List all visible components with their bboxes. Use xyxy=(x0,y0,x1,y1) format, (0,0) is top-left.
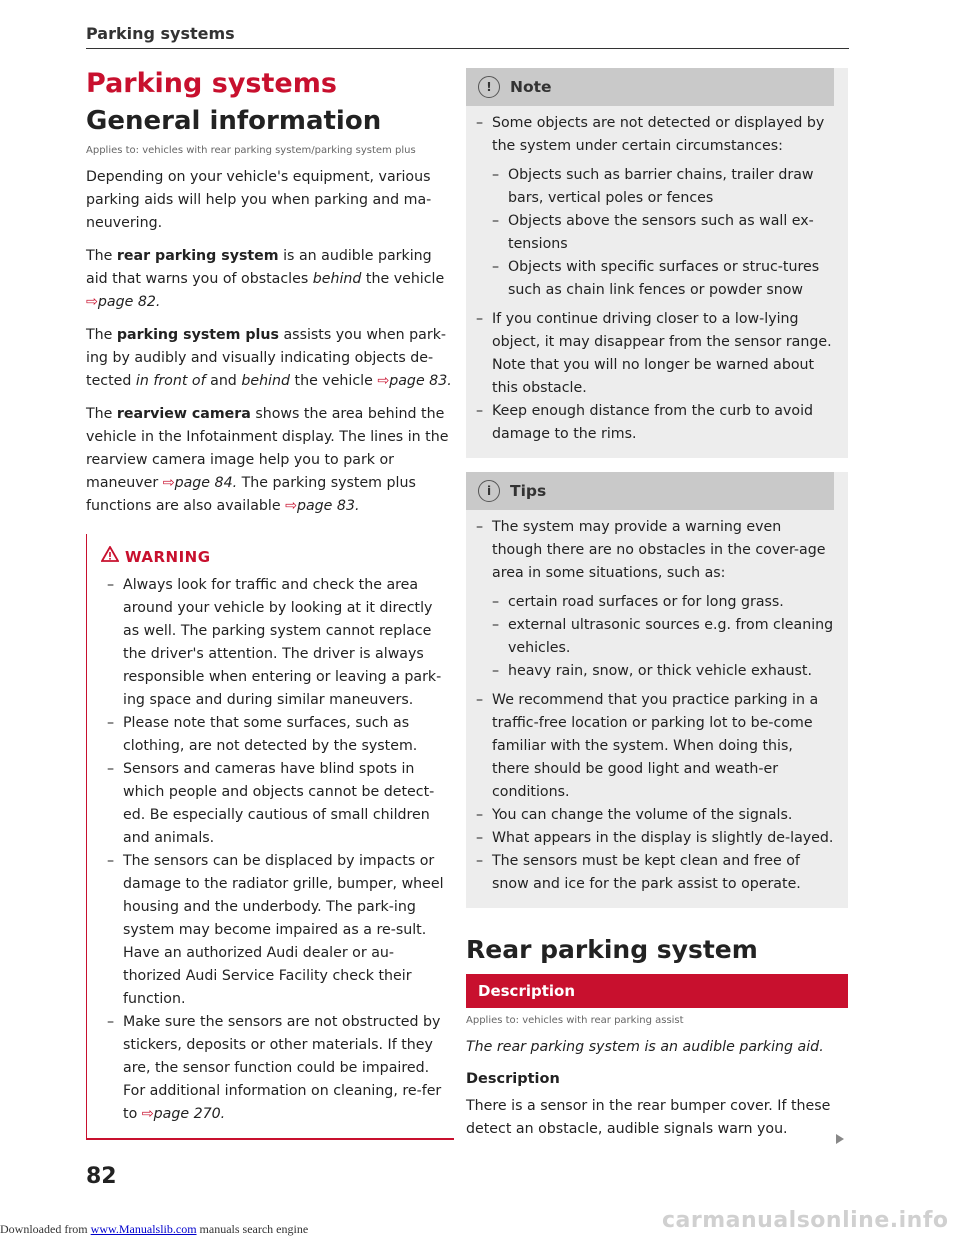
warning-heading: WARNING xyxy=(97,534,444,574)
list-item: – Some objects are not detected or displayed by the system under certain circumstances: xyxy=(466,112,834,158)
rearview-camera-paragraph: The rearview camera shows the area behind the vehicle in the Infotainment display. The lines in the rearview camera image help you to park or maneuver ⇨page 84. The parking system plus functions are also available ⇨page 83. xyxy=(86,406,449,514)
tips-heading: i Tips xyxy=(466,472,834,510)
applies-note: Applies to: vehicles with rear parking system/parking system plus xyxy=(86,145,416,156)
list-item: – certain road surfaces or for long grass. xyxy=(466,591,834,614)
list-item: – external ultrasonic sources e.g. from cleaning vehicles. xyxy=(466,614,834,660)
description-subheading: Description xyxy=(466,1071,560,1087)
list-item: – Sensors and cameras have blind spots in which people and objects cannot be detect-ed. Be especially cautious of small children and animals. xyxy=(97,758,444,850)
parking-plus-paragraph: The parking system plus assists you when park-ing by audibly and visually indicating objects de-tected in front of and behind the vehicle ⇨page 83. xyxy=(86,327,452,389)
description-paragraph: There is a sensor in the rear bumper cover. If these detect an obstacle, audible signals warn you. xyxy=(466,1098,831,1137)
warning-box xyxy=(86,534,454,1140)
warning-list xyxy=(97,574,444,1126)
arrow-icon: ⇨ xyxy=(285,498,297,514)
list-item: – Objects above the sensors such as wall ex-tensions xyxy=(466,210,834,256)
right-column xyxy=(466,68,848,1151)
term-rearview-camera: rearview camera xyxy=(116,406,251,422)
arrow-icon: ⇨ xyxy=(141,1106,154,1122)
list-item: – You can change the volume of the signals. xyxy=(466,804,834,827)
list-item: – If you continue driving closer to a low-lying object, it may disappear from the sensor range. Note that you will no longer be warned about this obstacle. xyxy=(466,308,834,400)
list-item: – Always look for traffic and check the area around your vehicle by looking at it directly as well. The parking system cannot replace the driver's attention. The driver is always responsible when entering or leaving a park-ing space and during similar maneuvers. xyxy=(97,574,444,712)
info-circle-icon: i xyxy=(478,480,500,502)
page-number: 82 xyxy=(86,1164,117,1189)
list-item: – The system may provide a warning even though there are no obstacles in the cover-age area in some situations, such as: xyxy=(466,516,834,585)
left-column xyxy=(86,68,454,1140)
tips-list xyxy=(466,510,834,585)
watermark: carmanualsonline.info xyxy=(662,1208,949,1233)
tips-box xyxy=(466,472,848,908)
term-rear-parking-system: rear parking system xyxy=(116,248,279,264)
arrow-icon: ⇨ xyxy=(377,373,390,389)
exclamation-circle-icon: ! xyxy=(478,76,500,98)
warning-triangle-icon xyxy=(101,546,119,566)
list-item: – The sensors must be kept clean and free of snow and ice for the park assist to operate. xyxy=(466,850,834,896)
section-title: General information xyxy=(86,106,382,136)
intro-paragraph: Depending on your vehicle's equipment, various parking aids will help you when parking and ma-neuvering. xyxy=(86,169,432,231)
page-ref-link[interactable]: page 83. xyxy=(296,498,360,514)
arrow-icon: ⇨ xyxy=(162,475,175,491)
manualslib-link[interactable]: www.Manualslib.com xyxy=(90,1222,197,1236)
tips-list-2 xyxy=(466,683,834,896)
list-item: – Keep enough distance from the curb to avoid damage to the rims. xyxy=(466,400,834,446)
download-footer: Downloaded from www.Manualslib.com manuals search engine xyxy=(0,1222,309,1236)
list-item: – Please note that some surfaces, such as clothing, are not detected by the system. xyxy=(97,712,444,758)
note-list xyxy=(466,106,834,158)
list-item: – Make sure the sensors are not obstructed by stickers, deposits or other materials. If they are, the sensor function could be impaired. For additional information on cleaning, re-fer to ⇨page 270. xyxy=(97,1011,444,1126)
list-item: – Objects such as barrier chains, trailer draw bars, vertical poles or fences xyxy=(466,164,834,210)
arrow-icon: ⇨ xyxy=(86,294,98,310)
list-item: – heavy rain, snow, or thick vehicle exhaust. xyxy=(466,660,834,683)
lead-sentence: The rear parking system is an audible parking aid. xyxy=(466,1039,824,1055)
running-header: Parking systems xyxy=(86,24,235,43)
description-bar: Description xyxy=(466,974,848,1008)
header-rule xyxy=(86,48,849,49)
note-box xyxy=(466,68,848,458)
list-item: – Objects with specific surfaces or struc-tures such as chain link fences or powder snow xyxy=(466,256,834,302)
rear-parking-section-title: Rear parking system xyxy=(466,935,758,964)
page-ref-link[interactable]: page 270. xyxy=(153,1106,226,1122)
term-parking-system-plus: parking system plus xyxy=(116,327,279,343)
list-item: – What appears in the display is slightly de-layed. xyxy=(466,827,834,850)
tips-sublist xyxy=(466,585,834,683)
continue-arrow-icon xyxy=(836,1134,844,1144)
note-heading: ! Note xyxy=(466,68,834,106)
page-ref-link[interactable]: page 84. xyxy=(174,475,238,491)
rear-parking-paragraph: The rear parking system is an audible parking aid that warns you of obstacles behind the vehicle ⇨page 82. xyxy=(86,248,445,310)
note-sublist xyxy=(466,158,834,302)
applies-note: Applies to: vehicles with rear parking assist xyxy=(466,1015,684,1026)
page-ref-link[interactable]: page 83. xyxy=(389,373,452,389)
chapter-title: Parking systems xyxy=(86,68,337,99)
list-item: – We recommend that you practice parking in a traffic-free location or parking lot to be-come familiar with the system. When doing this, there should be good light and weath-er conditions. xyxy=(466,689,834,804)
page-ref-link[interactable]: page 82. xyxy=(97,294,161,310)
list-item: – The sensors can be displaced by impacts or damage to the radiator grille, bumper, wheel housing and the underbody. The park-ing system may become impaired as a re-sult. Have an authorized Audi dealer or au-thorized Audi Service Facility check their function. xyxy=(97,850,444,1011)
note-list-2 xyxy=(466,302,834,446)
